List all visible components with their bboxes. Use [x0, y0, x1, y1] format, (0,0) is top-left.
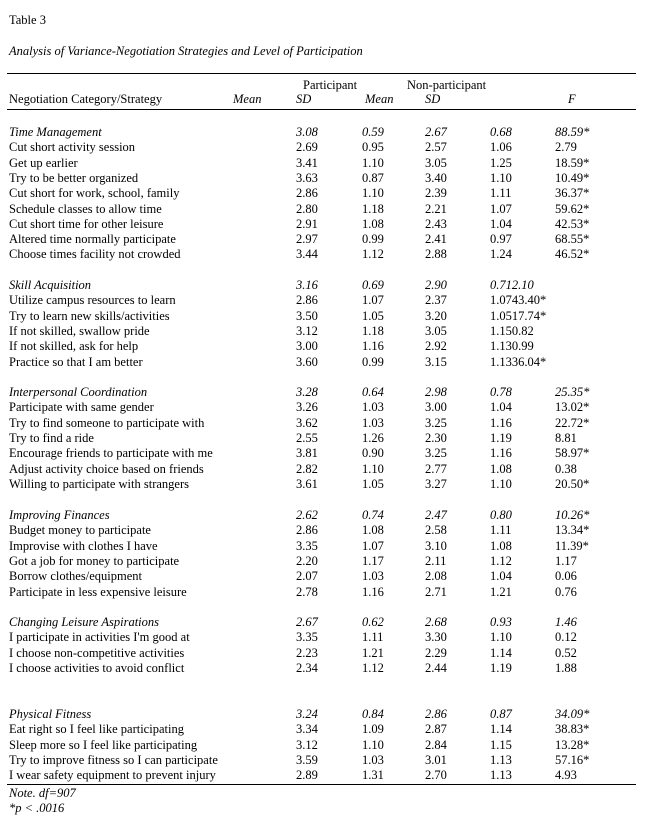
f-value: 10.49*	[555, 170, 590, 185]
participant-sd: 1.08	[362, 216, 384, 231]
strategy-name: Try to find a ride	[9, 430, 94, 445]
group-header-participant: Participant	[303, 78, 358, 92]
non-participant-mean: 2.57	[425, 140, 447, 155]
category-row	[0, 385, 649, 400]
non-participant-mean: 3.05	[425, 155, 447, 170]
participant-mean: 3.24	[296, 707, 318, 721]
table-row	[0, 477, 649, 492]
participant-sd: 1.03	[362, 569, 384, 584]
table-row	[0, 416, 649, 431]
column-header-f: F	[568, 92, 576, 106]
strategy-name: Encourage friends to participate with me	[9, 446, 213, 461]
f-value: 0.12	[555, 630, 577, 645]
strategy-name: Got a job for money to participate	[9, 553, 180, 568]
f-value: 68.55*	[555, 232, 590, 247]
non-participant-sd: 1.10	[490, 630, 512, 645]
participant-sd: 1.10	[362, 155, 384, 170]
participant-sd: 1.08	[362, 523, 384, 538]
non-participant-sd: 1.16	[490, 446, 512, 461]
participant-sd: 1.12	[362, 247, 384, 262]
f-value: 38.83*	[555, 722, 590, 737]
non-participant-sd: 1.10	[490, 476, 512, 491]
participant-mean: 2.91	[296, 216, 318, 231]
strategy-name: Cut short for work, school, family	[9, 186, 180, 201]
table-row	[0, 523, 649, 538]
non-participant-mean: 3.27	[425, 476, 447, 491]
participant-mean: 3.60	[296, 354, 318, 369]
participant-sd: 0.84	[362, 707, 384, 721]
participant-mean: 2.34	[296, 660, 318, 675]
non-participant-mean: 2.21	[425, 201, 447, 216]
table-row	[0, 431, 649, 446]
participant-mean: 3.28	[296, 385, 318, 399]
non-participant-sd: 1.19	[490, 660, 512, 675]
non-participant-mean: 3.40	[425, 170, 447, 185]
non-participant-sd: 0.93	[490, 615, 512, 629]
table-row	[0, 247, 649, 262]
strategy-name: I participate in activities I'm good at	[9, 630, 190, 645]
non-participant-mean: 2.41	[425, 232, 447, 247]
table-note: Note. df=907	[9, 786, 76, 800]
strategy-name: Eat right so I feel like participating	[9, 722, 184, 737]
participant-mean: 3.61	[296, 476, 318, 491]
f-value: 57.16*	[555, 752, 590, 767]
non-participant-sd: 1.1336.04*	[490, 354, 547, 369]
f-value: 13.02*	[555, 400, 590, 415]
group-header-non-participant: Non-participant	[407, 78, 487, 92]
non-participant-sd: 1.24	[490, 247, 512, 262]
non-participant-mean: 2.39	[425, 186, 447, 201]
strategy-name: Practice so that I am better	[9, 354, 143, 369]
participant-sd: 1.05	[362, 476, 384, 491]
participant-mean: 2.97	[296, 232, 318, 247]
participant-mean: 2.20	[296, 553, 318, 568]
non-participant-sd: 0.80	[490, 508, 512, 522]
strategy-name: Sleep more so I feel like participating	[9, 737, 198, 752]
f-value: 0.06	[555, 569, 577, 584]
participant-mean: 3.50	[296, 308, 318, 323]
non-participant-sd: 1.13	[490, 768, 512, 783]
participant-sd: 1.16	[362, 339, 384, 354]
participant-mean: 2.89	[296, 768, 318, 783]
participant-sd: 0.59	[362, 125, 384, 139]
strategy-name: Get up earlier	[9, 155, 78, 170]
non-participant-mean: 3.05	[425, 323, 447, 338]
non-participant-sd: 1.08	[490, 461, 512, 476]
participant-sd: 0.90	[362, 446, 384, 461]
f-value: 4.93	[555, 768, 577, 783]
non-participant-sd: 1.04	[490, 569, 512, 584]
non-participant-mean: 2.92	[425, 339, 447, 354]
strategy-name: Interpersonal Coordination	[9, 385, 148, 399]
non-participant-sd: 1.15	[490, 737, 512, 752]
strategy-name: Schedule classes to allow time	[9, 201, 162, 216]
table-row	[0, 232, 649, 247]
column-header-row	[0, 92, 649, 107]
strategy-name: Borrow clothes/equipment	[9, 569, 142, 584]
participant-sd: 1.21	[362, 645, 384, 660]
strategy-name: Utilize campus resources to learn	[9, 293, 176, 308]
non-participant-mean: 2.30	[425, 430, 447, 445]
f-value: 11.39*	[555, 538, 589, 553]
column-header-strategy: Negotiation Category/Strategy	[9, 92, 163, 106]
participant-sd: 1.17	[362, 553, 384, 568]
participant-sd: 0.69	[362, 278, 384, 292]
non-participant-sd: 1.21	[490, 584, 512, 599]
non-participant-sd: 0.78	[490, 385, 512, 399]
participant-mean: 2.67	[296, 615, 318, 629]
participant-sd: 1.18	[362, 201, 384, 216]
strategy-name: Changing Leisure Aspirations	[9, 615, 160, 629]
non-participant-mean: 3.01	[425, 752, 447, 767]
f-value: 2.79	[555, 140, 577, 155]
participant-mean: 2.62	[296, 508, 318, 522]
participant-sd: 0.62	[362, 615, 384, 629]
participant-sd: 0.74	[362, 508, 384, 522]
non-participant-sd: 1.0517.74*	[490, 308, 547, 323]
table-row	[0, 661, 649, 676]
f-value: 0.76	[555, 584, 577, 599]
participant-sd: 0.87	[362, 170, 384, 185]
participant-mean: 3.63	[296, 170, 318, 185]
participant-mean: 2.07	[296, 569, 318, 584]
table-row	[0, 569, 649, 584]
participant-sd: 1.31	[362, 768, 384, 783]
table-row	[0, 753, 649, 768]
non-participant-sd: 1.0743.40*	[490, 293, 547, 308]
table-row	[0, 355, 649, 370]
participant-sd: 1.26	[362, 430, 384, 445]
non-participant-sd: 1.07	[490, 201, 512, 216]
f-value: 25.35*	[555, 385, 590, 399]
non-participant-mean: 2.44	[425, 660, 447, 675]
table-row	[0, 324, 649, 339]
strategy-name: Improving Finances	[9, 508, 110, 522]
non-participant-sd: 1.13	[490, 752, 512, 767]
non-participant-mean: 2.67	[425, 125, 447, 139]
participant-mean: 3.12	[296, 323, 318, 338]
participant-sd: 1.12	[362, 660, 384, 675]
strategy-name: Try to be better organized	[9, 170, 139, 185]
column-header-mean: Mean	[233, 92, 262, 106]
strategy-name: Adjust activity choice based on friends	[9, 461, 204, 476]
f-value: 1.88	[555, 660, 577, 675]
table-row	[0, 646, 649, 661]
non-participant-mean: 2.71	[425, 584, 447, 599]
non-participant-sd: 0.712.10	[490, 278, 534, 292]
non-participant-sd: 1.04	[490, 400, 512, 415]
strategy-name: Try to learn new skills/activities	[9, 308, 170, 323]
table-row	[0, 768, 649, 783]
participant-sd: 1.07	[362, 293, 384, 308]
strategy-name: Altered time normally participate	[9, 232, 176, 247]
participant-mean: 2.86	[296, 293, 318, 308]
participant-mean: 3.41	[296, 155, 318, 170]
f-value: 59.62*	[555, 201, 590, 216]
strategy-name: I wear safety equipment to prevent injury	[9, 768, 216, 783]
non-participant-mean: 2.29	[425, 645, 447, 660]
f-value: 8.81	[555, 430, 577, 445]
participant-sd: 1.03	[362, 400, 384, 415]
table-row	[0, 722, 649, 737]
f-value: 42.53*	[555, 216, 590, 231]
non-participant-mean: 2.88	[425, 247, 447, 262]
table-row	[0, 400, 649, 415]
non-participant-mean: 3.10	[425, 538, 447, 553]
participant-mean: 3.00	[296, 339, 318, 354]
non-participant-sd: 1.11	[490, 523, 512, 538]
non-participant-sd: 1.14	[490, 722, 512, 737]
table-title: Analysis of Variance-Negotiation Strategies and Level of Participation	[9, 44, 363, 58]
participant-sd: 0.99	[362, 232, 384, 247]
participant-mean: 3.44	[296, 247, 318, 262]
category-row	[0, 707, 649, 722]
non-participant-sd: 0.68	[490, 125, 512, 139]
participant-mean: 2.69	[296, 140, 318, 155]
participant-mean: 3.81	[296, 446, 318, 461]
participant-mean: 3.26	[296, 400, 318, 415]
f-value: 58.97*	[555, 446, 590, 461]
category-row	[0, 508, 649, 523]
table-row	[0, 462, 649, 477]
participant-mean: 3.12	[296, 737, 318, 752]
participant-sd: 1.18	[362, 323, 384, 338]
non-participant-mean: 2.68	[425, 615, 447, 629]
strategy-name: Cut short activity session	[9, 140, 136, 155]
strategy-name: Skill Acquisition	[9, 278, 92, 292]
strategy-name: I choose non-competitive activities	[9, 645, 185, 660]
participant-sd: 1.05	[362, 308, 384, 323]
strategy-name: Willing to participate with strangers	[9, 476, 190, 491]
non-participant-sd: 1.25	[490, 155, 512, 170]
non-participant-sd: 0.87	[490, 707, 512, 721]
participant-sd: 1.11	[362, 630, 384, 645]
f-value: 1.46	[555, 615, 577, 629]
non-participant-sd: 1.19	[490, 430, 512, 445]
non-participant-sd: 1.12	[490, 553, 512, 568]
non-participant-sd: 1.150.82	[490, 323, 534, 338]
non-participant-mean: 2.87	[425, 722, 447, 737]
f-value: 34.09*	[555, 707, 590, 721]
f-value: 20.50*	[555, 476, 590, 491]
non-participant-sd: 1.10	[490, 170, 512, 185]
non-participant-mean: 2.98	[425, 385, 447, 399]
non-participant-mean: 3.25	[425, 446, 447, 461]
participant-mean: 2.86	[296, 186, 318, 201]
table-row	[0, 554, 649, 569]
participant-mean: 2.55	[296, 430, 318, 445]
participant-mean: 3.08	[296, 125, 318, 139]
non-participant-sd: 1.11	[490, 186, 512, 201]
category-row	[0, 278, 649, 293]
table-row	[0, 186, 649, 201]
table-row	[0, 309, 649, 324]
bottom-rule	[7, 784, 636, 785]
participant-sd: 1.10	[362, 186, 384, 201]
table-row	[0, 738, 649, 753]
table-label: Table 3	[9, 13, 46, 27]
non-participant-mean: 2.43	[425, 216, 447, 231]
non-participant-mean: 2.08	[425, 569, 447, 584]
participant-sd: 1.10	[362, 737, 384, 752]
participant-mean: 3.62	[296, 415, 318, 430]
participant-sd: 0.64	[362, 385, 384, 399]
f-value: 22.72*	[555, 415, 590, 430]
strategy-name: Participate in less expensive leisure	[9, 584, 187, 599]
column-header-sd: SD	[425, 92, 441, 106]
participant-mean: 2.78	[296, 584, 318, 599]
category-row	[0, 615, 649, 630]
non-participant-sd: 1.06	[490, 140, 512, 155]
table-row	[0, 446, 649, 461]
table-row	[0, 339, 649, 354]
non-participant-mean: 2.37	[425, 293, 447, 308]
table-row	[0, 293, 649, 308]
non-participant-mean: 2.86	[425, 707, 447, 721]
participant-sd: 1.03	[362, 752, 384, 767]
non-participant-mean: 2.11	[425, 553, 447, 568]
participant-sd: 0.99	[362, 354, 384, 369]
strategy-name: I choose activities to avoid conflict	[9, 660, 185, 675]
f-value: 0.38	[555, 461, 577, 476]
participant-mean: 2.86	[296, 523, 318, 538]
strategy-name: Cut short time for other leisure	[9, 216, 164, 231]
strategy-name: Try to find someone to participate with	[9, 415, 205, 430]
column-header-mean: Mean	[365, 92, 394, 106]
participant-mean: 3.59	[296, 752, 318, 767]
column-header-sd: SD	[296, 92, 312, 106]
table-row	[0, 539, 649, 554]
table-row	[0, 585, 649, 600]
table-row	[0, 171, 649, 186]
strategy-name: If not skilled, ask for help	[9, 339, 139, 354]
f-value: 13.34*	[555, 523, 590, 538]
table-row	[0, 630, 649, 645]
strategy-name: Budget money to participate	[9, 523, 151, 538]
f-value: 13.28*	[555, 737, 590, 752]
non-participant-mean: 2.77	[425, 461, 447, 476]
strategy-name: Time Management	[9, 125, 102, 139]
f-value: 0.52	[555, 645, 577, 660]
participant-mean: 2.82	[296, 461, 318, 476]
non-participant-mean: 3.25	[425, 415, 447, 430]
f-value: 10.26*	[555, 508, 590, 522]
non-participant-sd: 1.14	[490, 645, 512, 660]
participant-sd: 1.07	[362, 538, 384, 553]
participant-mean: 2.23	[296, 645, 318, 660]
strategy-name: Participate with same gender	[9, 400, 154, 415]
f-value: 18.59*	[555, 155, 590, 170]
strategy-name: Physical Fitness	[9, 707, 92, 721]
strategy-name: Choose times facility not crowded	[9, 247, 181, 262]
non-participant-mean: 3.15	[425, 354, 447, 369]
f-value: 36.37*	[555, 186, 590, 201]
non-participant-mean: 2.47	[425, 508, 447, 522]
participant-sd: 0.95	[362, 140, 384, 155]
participant-sd: 1.03	[362, 415, 384, 430]
non-participant-mean: 3.30	[425, 630, 447, 645]
strategy-name: Improvise with clothes I have	[9, 538, 158, 553]
non-participant-mean: 3.00	[425, 400, 447, 415]
non-participant-mean: 2.70	[425, 768, 447, 783]
strategy-name: If not skilled, swallow pride	[9, 323, 150, 338]
header-rule	[7, 109, 636, 110]
participant-mean: 3.34	[296, 722, 318, 737]
participant-mean: 2.80	[296, 201, 318, 216]
non-participant-mean: 3.20	[425, 308, 447, 323]
non-participant-mean: 2.58	[425, 523, 447, 538]
non-participant-sd: 1.08	[490, 538, 512, 553]
participant-sd: 1.10	[362, 461, 384, 476]
table-row	[0, 156, 649, 171]
participant-sd: 1.09	[362, 722, 384, 737]
strategy-name: Try to improve fitness so I can participate	[9, 752, 218, 767]
top-rule	[7, 73, 636, 74]
participant-mean: 3.16	[296, 278, 318, 292]
f-value: 1.17	[555, 553, 577, 568]
table-row	[0, 202, 649, 217]
participant-sd: 1.16	[362, 584, 384, 599]
category-row	[0, 125, 649, 140]
significance-note: *p < .0016	[9, 801, 65, 815]
f-value: 46.52*	[555, 247, 590, 262]
non-participant-mean: 2.90	[425, 278, 447, 292]
non-participant-sd: 1.16	[490, 415, 512, 430]
table-row	[0, 217, 649, 232]
f-value: 88.59*	[555, 125, 590, 139]
non-participant-sd: 0.97	[490, 232, 512, 247]
non-participant-mean: 2.84	[425, 737, 447, 752]
non-participant-sd: 1.04	[490, 216, 512, 231]
non-participant-sd: 1.130.99	[490, 339, 534, 354]
participant-mean: 3.35	[296, 538, 318, 553]
participant-mean: 3.35	[296, 630, 318, 645]
table-row	[0, 140, 649, 155]
